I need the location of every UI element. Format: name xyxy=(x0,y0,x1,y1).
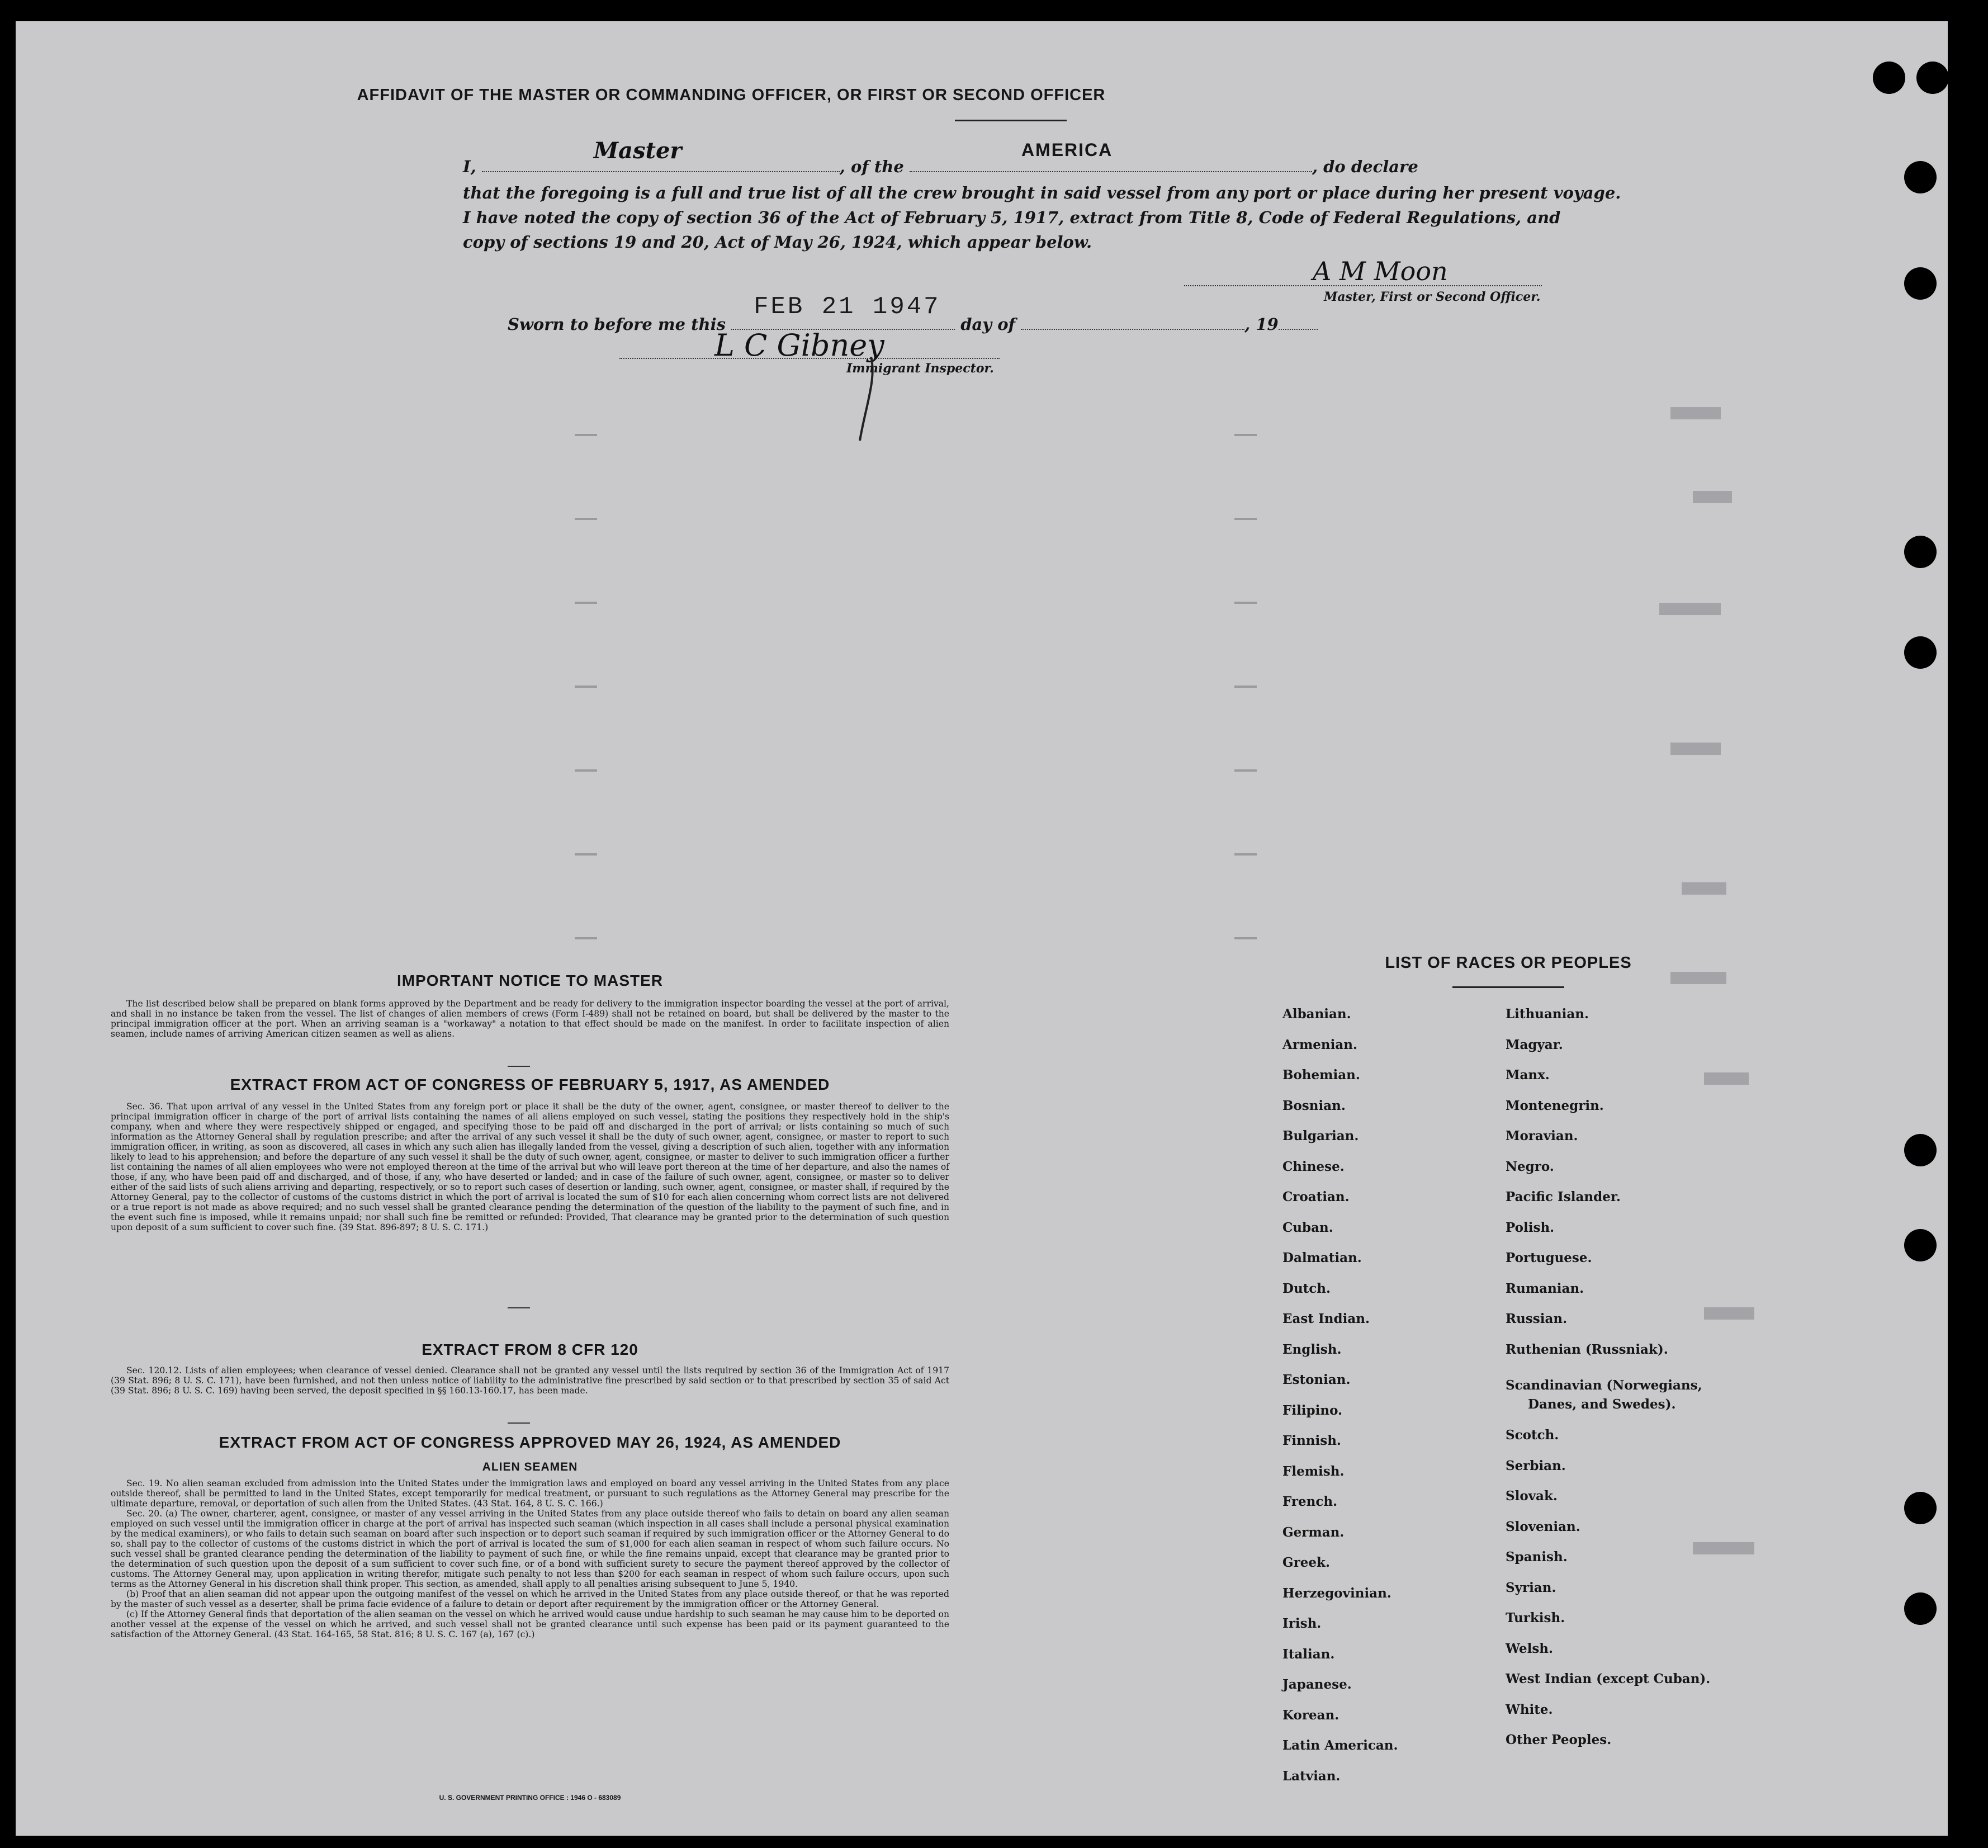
race-item: Polish. xyxy=(1506,1220,1555,1235)
race-item: Bulgarian. xyxy=(1282,1128,1359,1143)
race-item: Scandinavian (Norwegians, xyxy=(1506,1378,1702,1393)
race-item: Slovenian. xyxy=(1506,1519,1580,1534)
race-item: Magyar. xyxy=(1506,1037,1563,1052)
race-item: Spanish. xyxy=(1506,1549,1568,1565)
race-item: Welsh. xyxy=(1506,1641,1554,1656)
notice-title: IMPORTANT NOTICE TO MASTER xyxy=(396,972,664,989)
race-item: West Indian (except Cuban). xyxy=(1506,1671,1711,1686)
extract-1924-subtitle: ALIEN SEAMEN xyxy=(482,1461,578,1473)
race-item: Cuban. xyxy=(1282,1220,1333,1235)
section-divider xyxy=(508,1307,530,1308)
affidavit-line-4: copy of sections 19 and 20, Act of May 26, 1924, which appear below. xyxy=(463,233,1092,252)
officer-handwritten: Master xyxy=(593,138,682,164)
race-item: Danes, and Swedes). xyxy=(1528,1397,1676,1412)
race-item: Serbian. xyxy=(1506,1458,1566,1473)
affidavit-i: I, xyxy=(463,157,476,176)
race-item: Rumanian. xyxy=(1506,1280,1584,1296)
notice-body: The list described below shall be prepared on blank forms approved by the Department and be ready for delivery to the immigration inspector boarding the vessel at the port of arrival, and shall in no instance be taken from the vessel. The list of changes of alien members of crews (Form I-489) shall not be retained on board, but shall be delivered by the master to the principal immigration officer at the port. When an arriving seaman is a "workaway" a notation to that effect should be made on the manifest. In order to facilitate inspection of alien seamen, include names of arriving American citizen seamen as well as aliens. xyxy=(111,999,949,1039)
race-item: Moravian. xyxy=(1506,1128,1578,1143)
sworn-line xyxy=(508,293,1380,334)
sec-20b: (b) Proof that an alien seaman did not appear upon the outgoing manifest of the vessel on which he arrived in the United States from any place outside thereof, or that he was reported by the master of such vessel as a deserter, shall be prima facie evidence of a failure to detain or deport after requirement by the immigration officer or the Attorney General. xyxy=(111,1589,949,1609)
inspector-caption: Immigrant Inspector. xyxy=(846,361,994,376)
extract-1924-title: EXTRACT FROM ACT OF CONGRESS APPROVED MAY 26, 1924, AS AMENDED xyxy=(219,1434,841,1451)
sec-20a: Sec. 20. (a) The owner, charterer, agent, consignee, or master of any vessel arriving in the United States from any place outside thereof who fails to detain on board any alien seaman employed on such vessel until the immigration officer in charge at the port of arrival has inspected such seaman (which inspection in all cases shall include a personal physical examination by the medical examiners), or who fails to detain such seaman on board after such inspection or to deport such seaman if required by such immigration officer or the Attorney General to do so, shall pay to the collector of customs of the customs district in which the port of arrival is located the sum of $1,000 for each alien seaman in respect of whom such failure occurs. No such vessel shall be granted clearance pending the determination of the liability to payment of such fine, or while the fine remains unpaid, except that clearance may be granted prior to the determination of such question upon the deposit of a sum sufficient to cover such fine, or of a bond with sufficient surety to secure the payment thereof approved by the collector of customs. The Attorney General may, upon application in writing therefor, mitigate such penalty to not less than $200 for each seaman in respect of whom such failure occurs, upon such terms as the Attorney General in his discretion shall think proper. This section, as amended, shall apply to all penalties arising subsequent to June 5, 1940. xyxy=(111,1509,949,1589)
race-item: Japanese. xyxy=(1282,1677,1352,1692)
affidavit-title: AFFIDAVIT OF THE MASTER OR COMMANDING OFFICER, OR FIRST OR SECOND OFFICER xyxy=(357,86,1106,104)
race-item: Filipino. xyxy=(1282,1402,1343,1418)
race-item: English. xyxy=(1282,1341,1342,1357)
of-the-label: , of the xyxy=(839,157,904,176)
race-item: Manx. xyxy=(1506,1067,1550,1083)
affidavit-line-2: that the foregoing is a full and true list of all the crew brought in said vessel from any port or place during her present voyage. xyxy=(463,183,1621,202)
race-item: Lithuanian. xyxy=(1506,1006,1589,1022)
inspector-signature: L C Gibney xyxy=(714,328,884,363)
master-signature: A M Moon xyxy=(1313,256,1448,286)
race-item: East Indian. xyxy=(1282,1311,1370,1326)
race-item: Latin American. xyxy=(1282,1738,1398,1753)
affidavit-line-1 xyxy=(463,138,1609,176)
vessel-name: AMERICA xyxy=(1021,140,1113,160)
race-item: Ruthenian (Russniak). xyxy=(1506,1341,1668,1357)
year-prefix: , 19 xyxy=(1244,315,1279,334)
race-item: Korean. xyxy=(1282,1707,1339,1723)
race-item: Latvian. xyxy=(1282,1768,1341,1784)
races-title-rule xyxy=(1452,986,1564,988)
race-item: German. xyxy=(1282,1524,1345,1540)
race-item: Syrian. xyxy=(1506,1580,1556,1595)
race-item: Greek. xyxy=(1282,1555,1330,1570)
race-item: Finnish. xyxy=(1282,1433,1341,1448)
officer-field xyxy=(482,138,840,172)
sec-19: Sec. 19. No alien seaman excluded from admission into the United States under the immigration laws and employed on board any vessel arriving in the United States from any place outside thereof, shall be permitted to land in the United States, except temporarily for medical treatment, or pursuant to such regulations as the Attorney General may prescribe for the ultimate departure, removal, or deportation of such alien from the United States. (43 Stat. 164, 8 U. S. C. 166.) xyxy=(111,1478,949,1509)
race-item: Other Peoples. xyxy=(1506,1732,1612,1747)
race-item: French. xyxy=(1282,1494,1338,1509)
sec-20c: (c) If the Attorney General finds that deportation of the alien seaman on the vessel on which he arrived would cause undue hardship to such seaman he may cause him to be deported on another vessel at the expense of the vessel on which he arrived, and such vessel shall not be granted clearance until such expense has been paid or its payment guaranteed to the satisfaction of the Attorney General. (43 Stat. 164-165, 58 Stat. 816; 8 U. S. C. 167 (a), 167 (c).) xyxy=(111,1609,949,1639)
race-item: Croatian. xyxy=(1282,1189,1350,1204)
do-declare-label: , do declare xyxy=(1312,157,1418,176)
race-item: Scotch. xyxy=(1506,1428,1559,1443)
race-item: Bohemian. xyxy=(1282,1067,1360,1083)
day-of-label: day of xyxy=(960,315,1016,334)
vessel-field xyxy=(910,140,1312,172)
race-item: White. xyxy=(1506,1702,1553,1717)
race-item: Russian. xyxy=(1506,1311,1568,1326)
race-item: Estonian. xyxy=(1282,1372,1351,1387)
printer-imprint: U. S. GOVERNMENT PRINTING OFFICE : 1946 O - 683089 xyxy=(439,1794,621,1802)
race-item: Montenegrin. xyxy=(1506,1098,1604,1113)
section-divider xyxy=(508,1422,530,1424)
races-title: LIST OF RACES OR PEOPLES xyxy=(1385,954,1632,972)
title-rule xyxy=(955,120,1067,121)
race-item: Negro. xyxy=(1506,1159,1554,1174)
race-item: Bosnian. xyxy=(1282,1098,1346,1113)
race-item: Irish. xyxy=(1282,1616,1322,1631)
affidavit-line-3: I have noted the copy of section 36 of the Act of February 5, 1917, extract from Title 8, Code of Federal Regulations, and xyxy=(463,208,1561,227)
date-stamp: FEB 21 1947 xyxy=(754,293,941,321)
race-item: Slovak. xyxy=(1506,1488,1558,1504)
race-item: Chinese. xyxy=(1282,1159,1345,1174)
extract-cfr-body: Sec. 120.12. Lists of alien employees; when clearance of vessel denied. Clearance shall not be granted any vessel until the lists required by section 36 of the Immigration Act of 1917 (39 Stat. 896; 8 U. S. C. 171), have been furnished, and not then unless notice of liability to the administrative fine prescribed by said section or to that prescribed by section 35 of said Act (39 Stat. 896; 8 U. S. C. 169) having been served, the deposit specified in §§ 160.13-160.17, has been made. xyxy=(111,1365,949,1396)
year-field xyxy=(1279,312,1318,330)
race-item: Herzegovinian. xyxy=(1282,1585,1391,1601)
extract-1924-body xyxy=(111,1478,949,1639)
extract-1917-title: EXTRACT FROM ACT OF CONGRESS OF FEBRUARY 5, 1917, AS AMENDED xyxy=(230,1076,830,1093)
race-item: Italian. xyxy=(1282,1646,1335,1662)
race-item: Armenian. xyxy=(1282,1037,1358,1052)
race-item: Pacific Islander. xyxy=(1506,1189,1621,1204)
race-item: Dalmatian. xyxy=(1282,1250,1362,1265)
race-item: Flemish. xyxy=(1282,1463,1345,1479)
race-item: Albanian. xyxy=(1282,1006,1351,1022)
race-item: Dutch. xyxy=(1282,1280,1331,1296)
extract-cfr-title: EXTRACT FROM 8 CFR 120 xyxy=(422,1341,638,1358)
month-field xyxy=(1021,312,1244,330)
extract-1917-body: Sec. 36. That upon arrival of any vessel in the United States from any foreign port or place it shall be the duty of the owner, agent, consignee, or master thereof to deliver to the principal immigration officer in charge of the port of arrival lists containing the names of all aliens employed on such vessel, stating the positions they respectively hold in the ship's company, when and where they were respectively shipped or engaged, and specifying those to be paid off and discharged in the port of arrival; or lists containing so much of such information as the Attorney General shall by regulation prescribe; and after the arrival of any such vessel it shall be the duty of such owner, agent, consignee, or master to report to such immigration officer, in writing, as soon as discovered, all cases in which any such alien has illegally landed from the vessel, giving a description of such alien, together with any information likely to lead to his apprehension; and before the departure of any such vessel it shall be the duty of such owner, agent, consignee, or master to deliver to such immigration officer a further list containing the names of all alien employees who were not employed thereon at the time of the arrival but who will leave port thereon at the time of her departure, and also the names of those, if any, who have been paid off and discharged, and of those, if any, who have deserted or landed; and in case of the failure of such owner, agent, consignee, or master so to deliver either of the said lists of such aliens arriving and departing, respectively, or so to report such cases of desertion or landing, such owner, agent, consignee, or master shall, if required by the Attorney General, pay to the collector of customs of the customs district in which the port of arrival is located the sum of $10 for each alien concerning whom correct lists are not delivered or a true report is not made as above required; and no such vessel shall be granted clearance pending the determination of the question of the liability to the payment of such fine, and in the event such fine is imposed, while it remains unpaid; nor shall such fine be remitted or refunded: Provided, That clearance may be granted prior to the determination of such question upon deposit of a sum sufficient to cover such fine. (39 Stat. 896-897; 8 U. S. C. 171.) xyxy=(111,1102,949,1232)
document-page xyxy=(16,21,1948,1836)
sworn-prefix: Sworn to before me this xyxy=(508,315,726,334)
master-caption: Master, First or Second Officer. xyxy=(1324,290,1541,304)
section-divider xyxy=(508,1066,530,1067)
race-item: Turkish. xyxy=(1506,1610,1565,1625)
race-item: Portuguese. xyxy=(1506,1250,1592,1265)
